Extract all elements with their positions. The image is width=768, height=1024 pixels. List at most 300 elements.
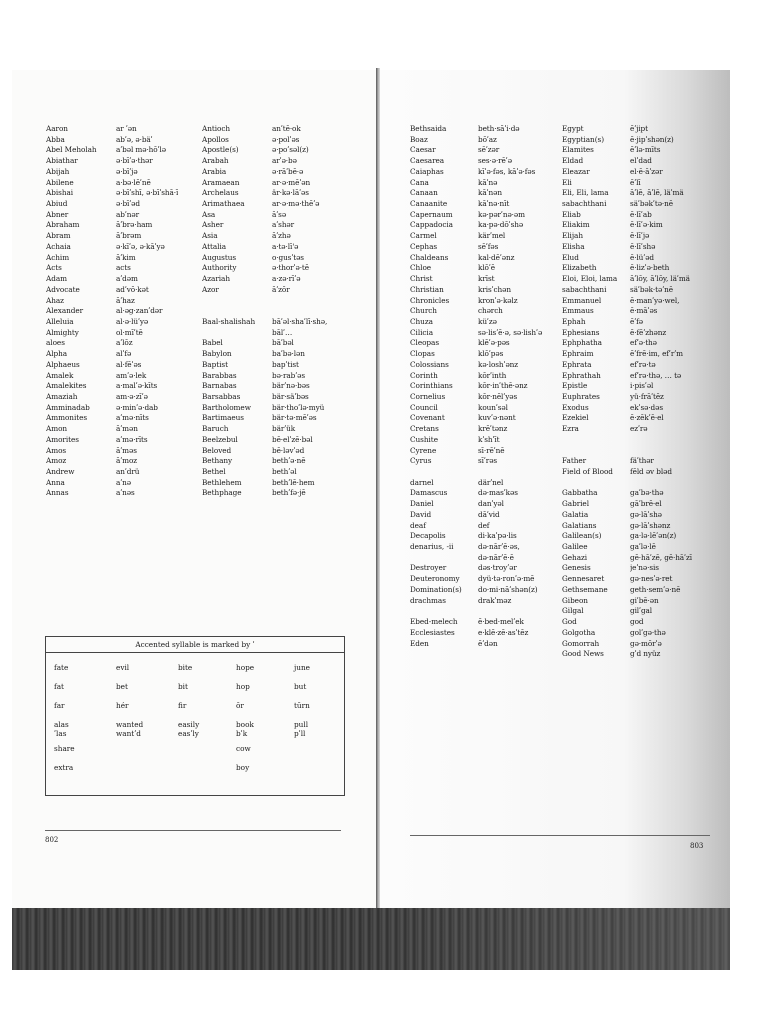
glossary-word: Caesar (410, 145, 436, 155)
glossary-pronunciation: ēʹdən (478, 638, 498, 648)
glossary-word: Golgotha (562, 627, 596, 637)
glossary-word: Eleazar (562, 166, 590, 176)
glossary-word: Asa (202, 209, 216, 219)
accent-key-row (54, 763, 339, 782)
glossary-word: drachmas (410, 595, 446, 605)
glossary-pronunciation: bärʹnə·bəs (272, 381, 310, 391)
glossary-pronunciation: aʹnəs (116, 488, 135, 498)
glossary-word: aloes (46, 338, 65, 348)
glossary-pronunciation: ē·līʹshə (630, 241, 656, 251)
glossary-word: Gethsemane (562, 584, 608, 594)
glossary-word: Ahaz (46, 295, 64, 305)
glossary-word: sabachthani (562, 284, 607, 294)
glossary-pronunciation: klōʹē (478, 263, 495, 273)
glossary-pronunciation: gāʹbrē·el (630, 499, 662, 509)
glossary-word: Cappadocia (410, 220, 453, 230)
glossary-word: Babylon (202, 349, 232, 359)
glossary-word: Abner (46, 209, 69, 219)
glossary-pronunciation: abʹnər (116, 209, 139, 219)
glossary-pronunciation (630, 446, 692, 457)
glossary-word: Caesarea (410, 156, 445, 166)
accent-key-cell: hop (236, 682, 250, 691)
glossary-pronunciation: ə·thorʹə·tē (272, 263, 309, 273)
glossary-word: Abiud (46, 199, 68, 209)
glossary-word: Arimathaea (202, 199, 245, 209)
glossary-word: Eliakim (562, 220, 590, 230)
glossary-pronunciation: kīʹə·fəs, kāʹə·fəs (478, 166, 536, 176)
glossary-word: Baal-shalishah (202, 316, 256, 326)
glossary-word: Amoz (46, 456, 67, 466)
right-col1-pronunciations (478, 124, 542, 649)
glossary-pronunciation: sə·lisʹē·ə, sə·lishʹə (478, 327, 543, 337)
glossary-pronunciation (630, 435, 692, 446)
glossary-pronunciation: ē·fēʹzhənz (630, 327, 667, 337)
glossary-word: Amalekites (46, 381, 87, 391)
glossary-pronunciation: amʹə·lek (116, 370, 147, 380)
glossary-word: Galilee (562, 542, 588, 552)
glossary-pronunciation: bə·rabʹəs (272, 370, 306, 380)
accent-key-cell: but (294, 682, 307, 691)
glossary-pronunciation: ēʹlī (630, 177, 641, 187)
glossary-word: Ebed-melech (410, 617, 458, 627)
right-col1-words (410, 124, 462, 649)
accent-key-cell: pull pʹll (294, 720, 309, 738)
glossary-pronunciation: a·bə·lēʹnē (116, 177, 151, 187)
glossary-word: Eli (562, 177, 572, 187)
glossary-pronunciation: anʹtē·ok (272, 124, 301, 133)
glossary-pronunciation: ē·jipʹshən(z) (630, 134, 674, 144)
glossary-pronunciation: acts (116, 263, 131, 273)
glossary-word: Egypt (562, 124, 584, 133)
glossary-word: Elisha (562, 241, 585, 251)
glossary-word: Almighty (46, 327, 79, 337)
glossary-pronunciation: drakʹməz (478, 595, 512, 605)
glossary-word: Exodus (562, 402, 589, 412)
glossary-word: Bethphage (202, 488, 242, 498)
glossary-pronunciation: bāʹbəl (272, 338, 294, 348)
glossary-pronunciation: gʹd nyüz (630, 649, 661, 659)
glossary-pronunciation: fēld əv bləd (630, 467, 672, 476)
left-col2-words (202, 124, 255, 499)
glossary-word: Amminadab (46, 402, 90, 412)
glossary-word: Council (410, 402, 438, 412)
glossary-pronunciation: bär·tə·mēʹəs (272, 413, 317, 423)
accent-key-cell: fir (178, 701, 187, 710)
glossary-word: Andrew (46, 467, 75, 476)
glossary-word: Cana (410, 177, 429, 187)
glossary-pronunciation: āʹmoz (116, 456, 138, 466)
glossary-pronunciation: ə·bīʹjə (116, 166, 138, 176)
glossary-pronunciation: ə·bīʹshī, ə·bīʹshā·ī (116, 188, 179, 198)
glossary-word: Bethlehem (202, 477, 242, 487)
glossary-pronunciation: ə·polʹəs (272, 134, 300, 144)
glossary-word: God (562, 617, 577, 627)
accent-key-box (45, 636, 345, 796)
glossary-pronunciation: kärʹmel (478, 231, 506, 241)
glossary-pronunciation: kə·pərʹnə·əm (478, 209, 525, 219)
left-col2-pronunciations (272, 124, 327, 499)
glossary-pronunciation (272, 306, 327, 317)
glossary-word: Ephrata (562, 359, 592, 369)
glossary-word: Elizabeth (562, 263, 597, 273)
glossary-pronunciation: är·kə·lāʹəs (272, 188, 309, 198)
glossary-word: Ephphatha (562, 338, 602, 348)
glossary-word: Ammonites (46, 413, 88, 423)
glossary-pronunciation: sīʹrəs (478, 456, 498, 466)
glossary-pronunciation: klōʹpəs (478, 349, 504, 359)
glossary-word: Genesis (562, 563, 591, 573)
glossary-pronunciation: āʹbrə·ham (116, 220, 153, 230)
glossary-word: Amalek (46, 370, 74, 380)
left-col1-words (46, 124, 97, 499)
glossary-pronunciation: gə·lāʹshə (630, 509, 662, 519)
glossary-pronunciation: chərch (478, 306, 503, 316)
glossary-word: Aramaean (202, 177, 240, 187)
right-col2-words (562, 124, 617, 660)
glossary-word: Corinthians (410, 381, 453, 391)
glossary-pronunciation: yü·frāʹtēz (630, 391, 664, 401)
glossary-pronunciation: a·malʹə·kīts (116, 381, 158, 391)
glossary-word (410, 467, 462, 478)
glossary-pronunciation: bethʹə·nē (272, 456, 306, 466)
glossary-pronunciation: dəs·troyʹər (478, 563, 517, 573)
glossary-pronunciation: bethʹəl (272, 467, 297, 476)
glossary-pronunciation: di·kaʹpə·lis (478, 531, 517, 541)
glossary-pronunciation: gaʹlə·lē (630, 542, 656, 552)
accent-key-cell: far (54, 701, 65, 710)
accent-key-cell: extra (54, 763, 74, 772)
glossary-pronunciation (478, 606, 542, 617)
glossary-pronunciation: ə·rāʹbē·ə (272, 166, 304, 176)
glossary-pronunciation: al·fēʹəs (116, 359, 142, 369)
accent-key-cell: cow (236, 744, 251, 753)
glossary-pronunciation: ē·līʹab (630, 209, 652, 219)
glossary-word: Abba (46, 134, 65, 144)
glossary-word: Azariah (202, 274, 230, 284)
glossary-word: Cephas (410, 241, 438, 251)
glossary-pronunciation: ēʹfə (630, 316, 643, 326)
glossary-word: Euphrates (562, 391, 600, 401)
glossary-word: Augustus (202, 252, 237, 262)
glossary-pronunciation: ə·bīʹəd (116, 199, 140, 209)
glossary-pronunciation: abʹə, ə·bäʹ (116, 134, 153, 144)
right-footer-rule (410, 835, 710, 836)
glossary-word: Alleluia (46, 316, 74, 326)
glossary-pronunciation: kronʹə·kəlz (478, 295, 518, 305)
glossary-pronunciation: danʹyəl (478, 499, 504, 509)
glossary-word: Cushite (410, 434, 438, 444)
glossary-pronunciation: bethʹfə·jē (272, 488, 306, 498)
glossary-pronunciation: ar ʹən (116, 124, 137, 133)
glossary-pronunciation: dāʹvid (478, 509, 500, 519)
glossary-word: Cilicia (410, 327, 434, 337)
glossary-word: Emmanuel (562, 295, 602, 305)
glossary-word: Gennesaret (562, 574, 605, 584)
glossary-word (202, 296, 255, 307)
glossary-word: Asher (202, 220, 224, 230)
glossary-pronunciation: kə·loshʹənz (478, 359, 519, 369)
glossary-word: Ezekiel (562, 413, 589, 423)
glossary-word: Abraham (46, 220, 80, 230)
glossary-pronunciation: kōrʹinth (478, 370, 507, 380)
glossary-pronunciation: ə·bīʹə·thər (116, 156, 153, 166)
glossary-word: Eli, Eli, lama (562, 188, 609, 198)
glossary-word: Attalia (202, 241, 227, 251)
glossary-word: Ezra (562, 424, 579, 434)
glossary-word: Capernaum (410, 209, 453, 219)
glossary-word: Ephesians (562, 327, 600, 337)
glossary-pronunciation: krīst (478, 274, 495, 284)
glossary-word: Field of Blood (562, 467, 613, 476)
glossary-word: Eden (410, 638, 429, 648)
accent-key-row (54, 720, 339, 744)
glossary-word: Arabia (202, 166, 227, 176)
glossary-word: darnel (410, 477, 434, 487)
glossary-pronunciation: āʹzhə (272, 231, 291, 241)
glossary-pronunciation: kōr·inʹthē·ənz (478, 381, 528, 391)
left-col1-pronunciations (116, 124, 178, 499)
glossary-pronunciation: am·ə·zīʹə (116, 391, 148, 401)
glossary-word: Canaan (410, 188, 438, 198)
glossary-word: Abel Meholah (46, 145, 97, 155)
glossary-word: Gilgal (562, 606, 584, 616)
glossary-pronunciation: sēʹzər (478, 145, 500, 155)
glossary-word: Elud (562, 252, 579, 262)
accent-key-rule (46, 652, 344, 653)
glossary-word (410, 553, 462, 564)
glossary-pronunciation: giʹbē·ən (630, 595, 659, 605)
glossary-word: Annas (46, 488, 69, 498)
glossary-pronunciation: efʹrə·tə (630, 359, 656, 369)
glossary-word: Azor (202, 284, 219, 294)
glossary-pronunciation: adʹvō·kət (116, 284, 149, 294)
accent-key-cell: hér (116, 701, 129, 710)
accent-key-row (54, 744, 339, 763)
glossary-pronunciation: bärʹük (272, 424, 296, 434)
glossary-word: Caiaphas (410, 166, 444, 176)
glossary-pronunciation: aʹmə·rīts (116, 434, 148, 444)
accent-key-cell: easily easʹly (178, 720, 200, 738)
glossary-word: Alexander (46, 306, 84, 316)
glossary-pronunciation: beth·sāʹi·də (478, 124, 520, 133)
glossary-pronunciation: ēʹlə·mīts (630, 145, 661, 155)
accent-key-row (54, 701, 339, 720)
accent-key-title: Accented syllable is marked by ʹ (135, 640, 255, 649)
glossary-pronunciation: bāʹəl·shaʹlī·shə, (272, 316, 328, 326)
glossary-word (562, 478, 617, 489)
glossary-pronunciation: ē·manʹyə·wel, (630, 295, 680, 305)
glossary-word (202, 328, 255, 339)
glossary-word: Gehazi (562, 552, 588, 562)
book-gutter (376, 68, 380, 968)
glossary-pronunciation: i·pisʹəl (630, 381, 654, 391)
glossary-pronunciation: dyü·tə·ronʹə·mē (478, 574, 535, 584)
glossary-word: Gabriel (562, 499, 589, 509)
glossary-word: Church (410, 306, 437, 316)
glossary-word: Boaz (410, 134, 428, 144)
glossary-pronunciation: baʹbə·lən (272, 349, 305, 359)
glossary-pronunciation: geth·semʹə·nē (630, 584, 681, 594)
glossary-pronunciation: elʹdad (630, 156, 652, 166)
glossary-word: Elijah (562, 231, 584, 241)
glossary-word: Cyrus (410, 456, 432, 466)
glossary-word: Gomorrah (562, 638, 600, 648)
glossary-pronunciation: kounʹsəl (478, 402, 508, 412)
right-col2-pronunciations (630, 124, 692, 660)
glossary-word: Ecclesiastes (410, 627, 455, 637)
accent-key-cell: book bʹk (236, 720, 254, 738)
glossary-pronunciation: āʹbrəm (116, 231, 142, 241)
glossary-pronunciation: arʹə·bə (272, 156, 297, 166)
glossary-word: David (410, 509, 432, 519)
glossary-word: Adam (46, 274, 68, 284)
glossary-pronunciation: därʹnel (478, 477, 504, 487)
glossary-word: Achaia (46, 241, 71, 251)
glossary-pronunciation: kāʹnən (478, 188, 502, 198)
glossary-word: Abijah (46, 166, 70, 176)
glossary-pronunciation: aʹdəm (116, 274, 138, 284)
glossary-word: Eloi, Eloi, lama (562, 274, 618, 284)
glossary-pronunciation: do·mi·nāʹshən(z) (478, 584, 538, 594)
glossary-word: Arabah (202, 156, 229, 166)
glossary-word: Acts (46, 263, 62, 273)
glossary-word: Deuteronomy (410, 574, 460, 584)
accent-key-row (54, 663, 339, 682)
glossary-pronunciation: də·nārʹē·əs, (478, 542, 520, 552)
scanner-edge-shadow (380, 908, 730, 970)
glossary-word: Apollos (202, 134, 229, 144)
glossary-pronunciation: kāʹnə·nīt (478, 199, 510, 209)
glossary-pronunciation: ka·pə·dōʹshə (478, 220, 524, 230)
glossary-word: Archelaus (202, 188, 239, 198)
glossary-word: Father (562, 456, 587, 466)
glossary-word: Bartimaeus (202, 413, 244, 423)
accent-key-cell: ōr (236, 701, 244, 710)
glossary-word: Eldad (562, 156, 584, 166)
glossary-word: Emmaus (562, 306, 594, 316)
glossary-word: Amaziah (46, 391, 78, 401)
glossary-word: Asia (202, 231, 218, 241)
right-page-number: 803 (690, 842, 704, 850)
glossary-word: Christian (410, 284, 444, 294)
glossary-pronunciation: bē·elʹzē·bəl (272, 434, 313, 444)
glossary-pronunciation: ses·ə·rēʹə (478, 156, 512, 166)
glossary-pronunciation: küʹzə (478, 316, 497, 326)
glossary-pronunciation: bär·säʹbəs (272, 391, 309, 401)
glossary-pronunciation: a·zə·rīʹə (272, 274, 301, 284)
glossary-pronunciation: ga·lə·lēʹən(z) (630, 531, 677, 541)
glossary-pronunciation: krēʹtənz (478, 424, 508, 434)
glossary-pronunciation: ə·minʹə·dab (116, 402, 158, 412)
glossary-word: Abilene (46, 177, 74, 187)
glossary-word: Chuza (410, 316, 433, 326)
glossary-word: Damascus (410, 488, 448, 498)
glossary-pronunciation: bethʹlē·hem (272, 477, 315, 487)
glossary-word: Corinth (410, 370, 438, 380)
glossary-word: Abram (46, 231, 71, 241)
glossary-pronunciation: ēʹjipt (630, 124, 648, 133)
glossary-pronunciation: al·əg·zanʹdər (116, 306, 163, 316)
glossary-word: Chloe (410, 263, 432, 273)
glossary-word: Achim (46, 252, 70, 262)
glossary-word: Chronicles (410, 295, 450, 305)
glossary-word: Anna (46, 477, 65, 487)
glossary-pronunciation: gə·nesʹə·ret (630, 574, 673, 584)
glossary-word: Cretans (410, 424, 439, 434)
glossary-pronunciation: a·tə·lī'ə (272, 241, 299, 251)
accent-key-cell: hope (236, 663, 255, 672)
glossary-word: Babel (202, 338, 223, 348)
glossary-pronunciation: säʹbəkʹtə·nē (630, 199, 673, 209)
glossary-pronunciation: ē·bed·melʹek (478, 617, 524, 627)
glossary-pronunciation: ē·lizʹə·beth (630, 263, 670, 273)
glossary-word: Galatians (562, 520, 597, 530)
glossary-word: Domination(s) (410, 584, 462, 594)
glossary-pronunciation: aʹlōz (116, 338, 133, 348)
glossary-pronunciation: def (478, 520, 490, 530)
glossary-word: Barsabbas (202, 391, 241, 401)
glossary-pronunciation: al·ə·lüʹyə (116, 316, 149, 326)
glossary-word: Ephrathah (562, 370, 601, 380)
glossary-pronunciation: ar·ə·mə·thēʹə (272, 199, 320, 209)
glossary-word: Bartholomew (202, 402, 251, 412)
glossary-pronunciation: kʹshʹīt (478, 434, 500, 444)
glossary-word: Christ (410, 274, 433, 284)
glossary-pronunciation: āʹlē, āʹlē, läʹmä (630, 188, 684, 198)
glossary-word: Abishai (46, 188, 74, 198)
glossary-pronunciation: alʹfə (116, 349, 132, 359)
accent-key-cell: bet (116, 682, 128, 691)
glossary-word: Cornelius (410, 391, 446, 401)
glossary-pronunciation: aʹnə (116, 477, 131, 487)
accent-key-cell: bit (178, 682, 188, 691)
accent-key-cell: tūrn (294, 701, 310, 710)
glossary-pronunciation: sēʹfəs (478, 241, 499, 251)
glossary-word: Good News (562, 649, 604, 659)
glossary-pronunciation: āʹhaz (116, 295, 135, 305)
glossary-pronunciation: kōr·nēlʹyəs (478, 391, 518, 401)
glossary-pronunciation: ar·ə·mēʹən (272, 177, 311, 187)
accent-key-cell: fat (54, 682, 64, 691)
glossary-word: Elamites (562, 145, 594, 155)
glossary-pronunciation: āʹməs (116, 445, 137, 455)
glossary-pronunciation: ē·līʹjə (630, 231, 650, 241)
glossary-pronunciation: bär·thoʹlə·myü (272, 402, 325, 412)
glossary-word: Chaldeans (410, 252, 449, 262)
accent-key-cell: fate (54, 663, 69, 672)
glossary-pronunciation: kāʹnə (478, 177, 498, 187)
glossary-word: Egyptian(s) (562, 134, 604, 144)
glossary-pronunciation (630, 478, 692, 489)
glossary-word: Gibeon (562, 595, 588, 605)
glossary-pronunciation: god (630, 617, 644, 627)
glossary-word: Cleopas (410, 338, 440, 348)
glossary-pronunciation: kuvʹə·nənt (478, 413, 516, 423)
glossary-pronunciation: sī·rēʹnē (478, 445, 505, 455)
glossary-pronunciation: o·gusʹtəs (272, 252, 304, 262)
glossary-pronunciation: säʹbək·təʹnē (630, 284, 673, 294)
accent-key-grid (54, 663, 339, 782)
glossary-word: Amos (46, 445, 67, 455)
glossary-word: Amon (46, 424, 68, 434)
glossary-word: Bethany (202, 456, 233, 466)
accent-key-cell: evil (116, 663, 130, 672)
glossary-pronunciation: krisʹchən (478, 284, 511, 294)
accent-key-cell: bite (178, 663, 193, 672)
glossary-word: Clopas (410, 349, 435, 359)
glossary-word (202, 306, 255, 317)
glossary-word: Daniel (410, 499, 434, 509)
